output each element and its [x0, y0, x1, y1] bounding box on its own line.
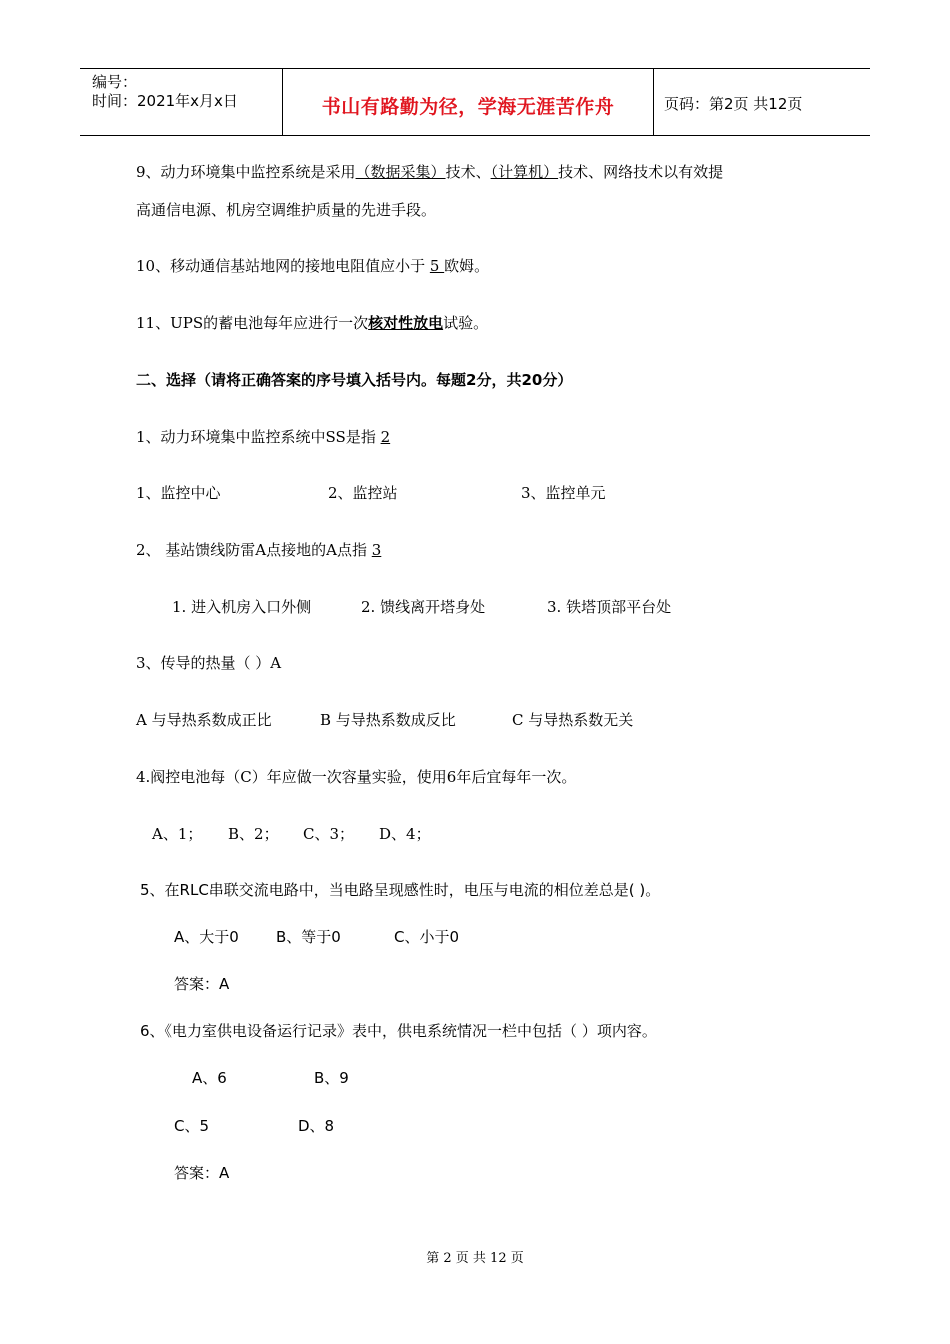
c5-option-c: C、小于0: [394, 928, 460, 946]
question-10: [136, 256, 489, 276]
c2-option-1: 1. 进入机房入口外侧: [172, 598, 312, 616]
choice-3-stem: 3、传导的热量（ ）A: [136, 654, 282, 672]
header-center-cell: [282, 69, 654, 135]
c1-option-1: 1、监控中心: [136, 484, 221, 502]
c6-option-c: C、5: [174, 1117, 210, 1135]
c4-option-d: D、4；: [379, 825, 431, 843]
section-2-title: 二、选择（请将正确答案的序号填入括号内。每题2分，共20分）: [136, 371, 573, 389]
header-number-label: 编号：: [92, 73, 138, 91]
c1-answer: 2: [380, 428, 391, 446]
q11-blank: 核对性放电: [368, 314, 444, 332]
page-footer: 第 2 页 共 12 页: [426, 1251, 524, 1266]
question-9-line1: [136, 162, 723, 182]
choice-4-stem: 4.阀控电池每（C）年应做一次容量实验，使用6年后宜每年一次。: [136, 768, 577, 786]
c1-option-2: 2、监控站: [328, 484, 398, 502]
choice-2-stem: [136, 540, 381, 560]
c4-option-c: C、3；: [303, 825, 355, 843]
c2-option-3: 3. 铁塔顶部平台处: [547, 598, 672, 616]
q10-text-post: 欧姆。: [444, 257, 490, 275]
c5-answer: 答案：A: [174, 975, 230, 993]
q9-blank-1: （数据采集）: [355, 163, 446, 181]
c6-option-d: D、8: [298, 1117, 335, 1135]
page-header: [80, 68, 870, 136]
c2-option-2: 2. 馈线离开塔身处: [361, 598, 486, 616]
c3-option-a: A 与导热系数成正比: [136, 711, 272, 729]
header-page-label: 页码：第2页 共12页: [664, 95, 803, 113]
q10-text-pre: 10、移动通信基站地网的接地电阻值应小于: [136, 257, 430, 275]
c5-option-b: B、等于0: [276, 928, 341, 946]
c2-stem-text: 2、 基站馈线防雷A点接地的A点指: [136, 541, 372, 559]
c4-option-a: A、1；: [152, 825, 203, 843]
choice-1-stem: [136, 427, 390, 447]
q9-text-pre: 9、动力环境集中监控系统是采用: [136, 163, 356, 181]
c5-option-a: A、大于0: [174, 928, 239, 946]
c1-option-3: 3、监控单元: [521, 484, 606, 502]
q10-blank: 5: [429, 257, 445, 275]
c3-option-c: C 与导热系数无关: [512, 711, 634, 729]
c3-option-b: B 与导热系数成反比: [320, 711, 456, 729]
q9-text-mid: 技术、: [445, 163, 491, 181]
q11-text-post: 试验。: [443, 314, 489, 332]
choice-5-stem: 5、在RLC串联交流电路中，当电路呈现感性时，电压与电流的相位差总是( )。: [140, 881, 661, 899]
c1-stem-text: 1、动力环境集中监控系统中SS是指: [136, 428, 381, 446]
c6-option-a: A、6: [192, 1069, 227, 1087]
c6-answer: 答案：A: [174, 1164, 230, 1182]
q9-text-post: 技术、网络技术以有效提: [558, 163, 724, 181]
header-motto: 书山有路勤为径，学海无涯苦作舟: [321, 96, 615, 118]
c4-option-b: B、2；: [228, 825, 279, 843]
question-9-line2: 高通信电源、机房空调维护质量的先进手段。: [136, 201, 437, 219]
c6-option-b: B、9: [314, 1069, 349, 1087]
header-right-cell: [654, 69, 870, 135]
header-left-cell: [80, 69, 282, 135]
header-time-label: 时间：2021年x月x日: [92, 92, 238, 110]
q9-blank-2: （计算机）: [490, 163, 559, 181]
c2-answer: 3: [371, 541, 382, 559]
choice-6-stem: 6、《电力室供电设备运行记录》表中，供电系统情况一栏中包括（ ）项内容。: [140, 1022, 657, 1040]
q11-text-pre: 11、UPS的蓄电池每年应进行一次: [136, 314, 369, 332]
question-11: [136, 313, 488, 333]
